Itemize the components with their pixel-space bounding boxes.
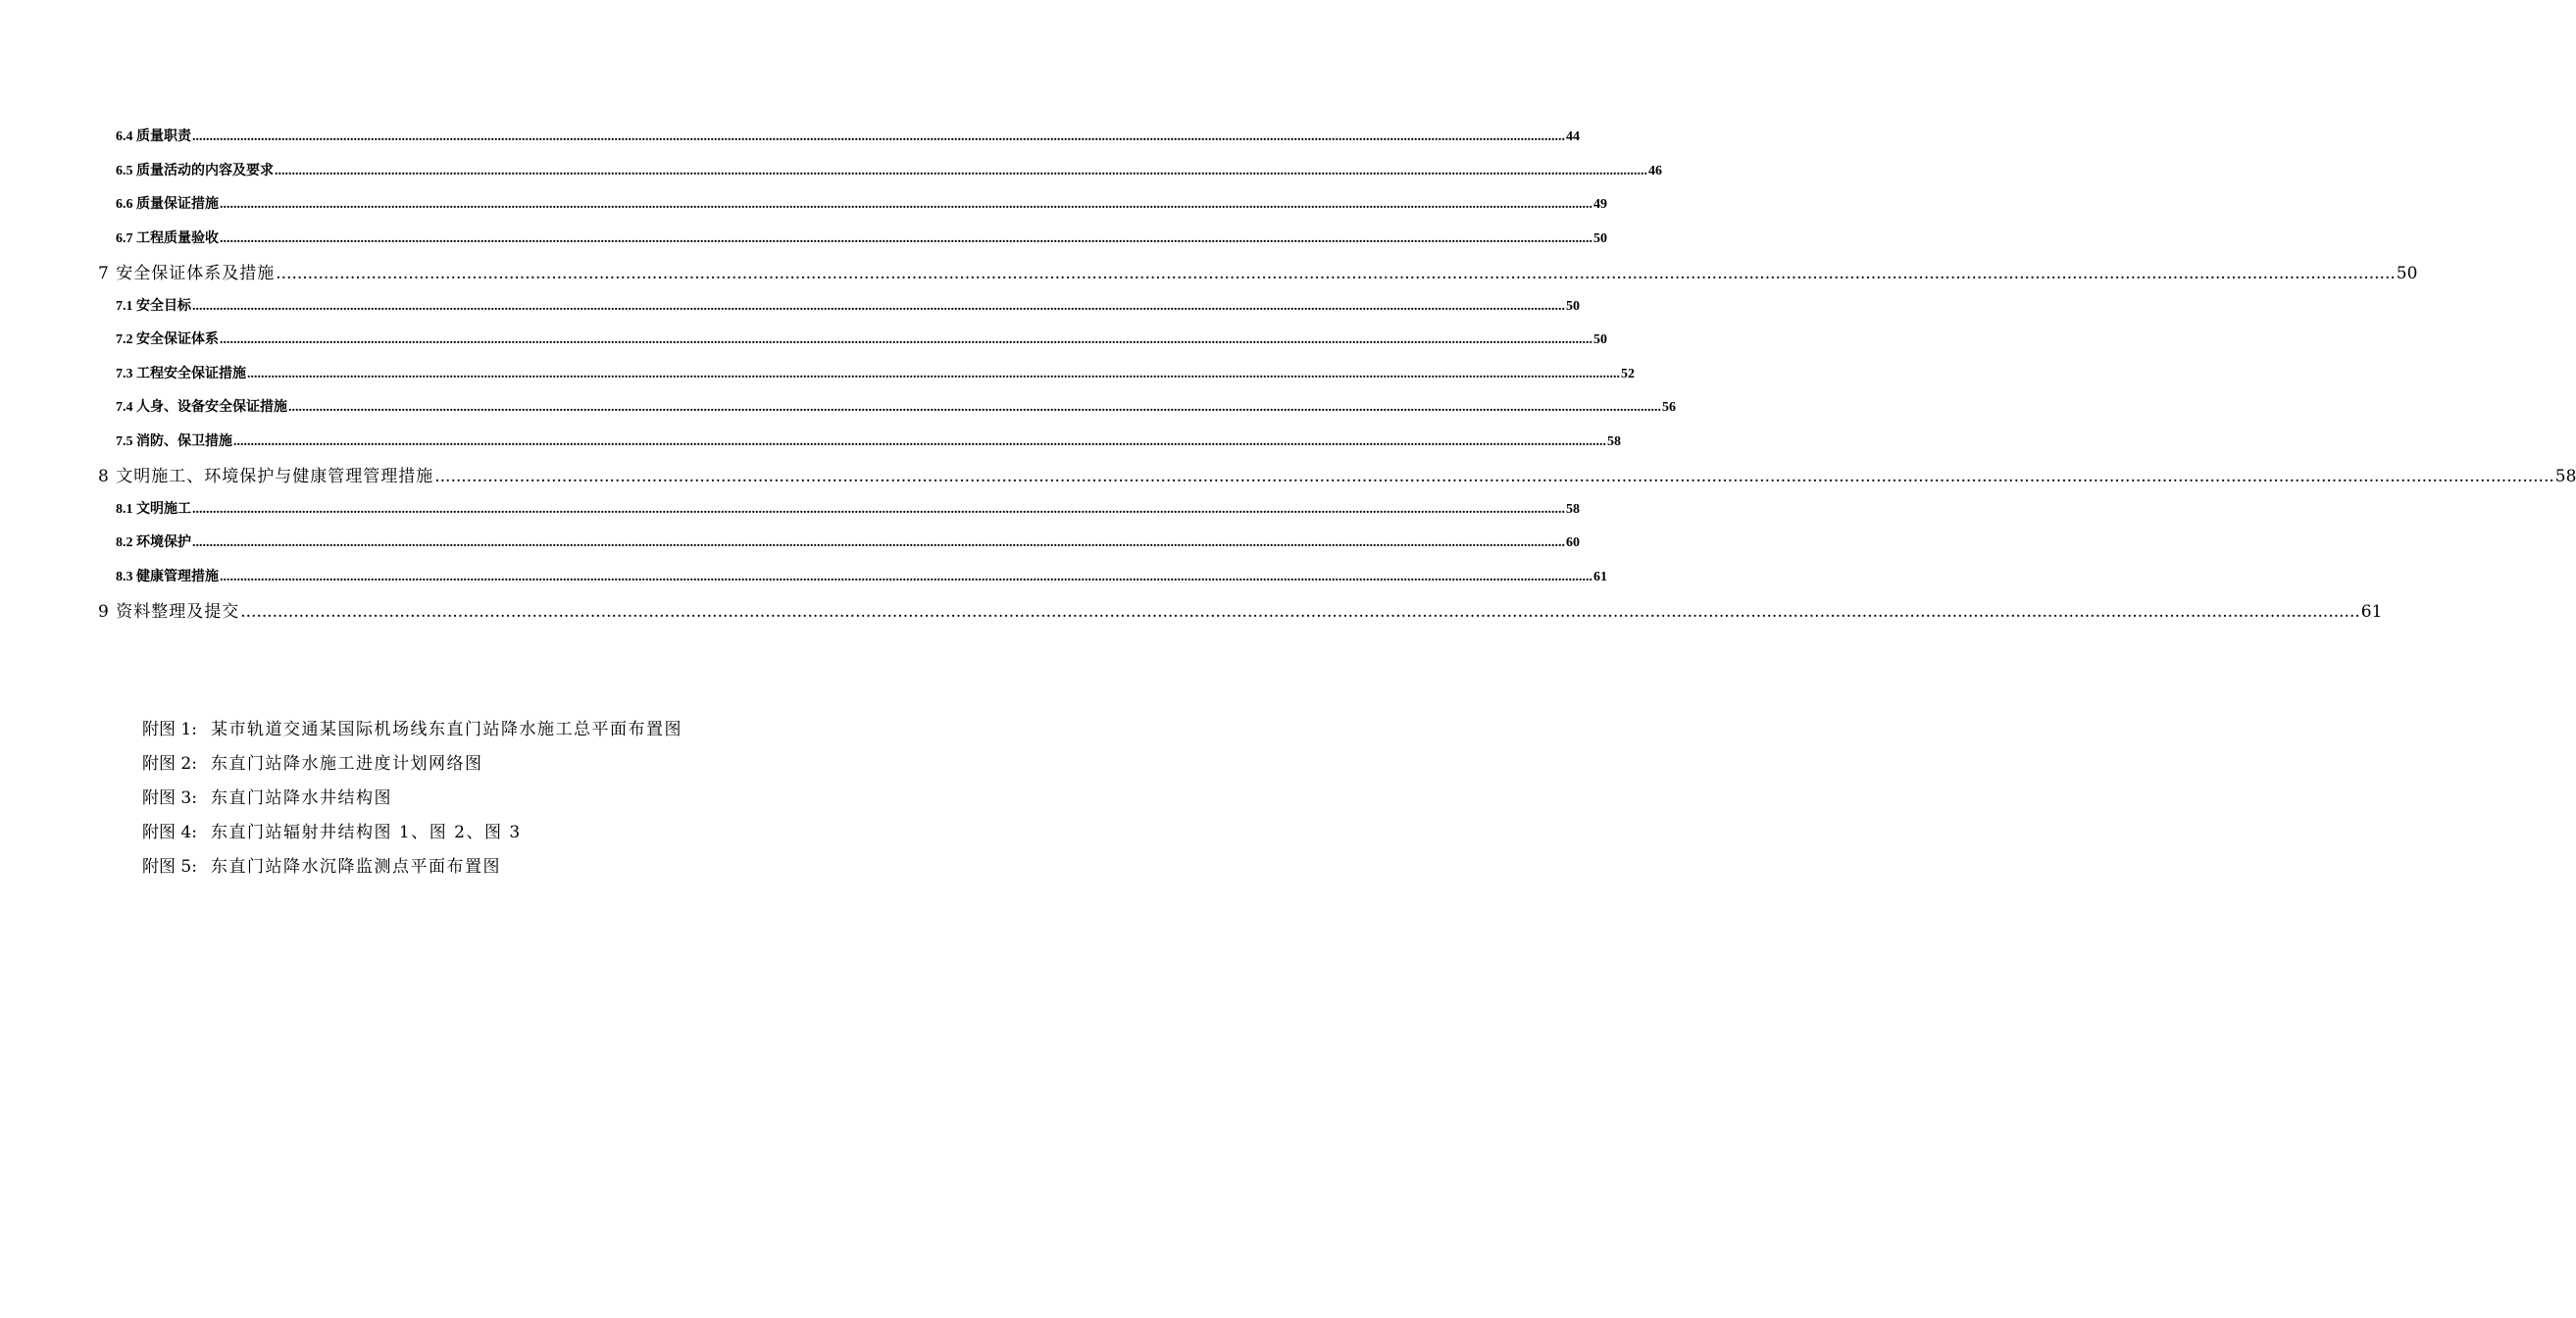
toc-entry-title: 6.4 质量职责 [116, 129, 191, 144]
toc-entry-title: 6.5 质量活动的内容及要求 [116, 164, 274, 178]
toc-entry-title: 7.5 消防、保卫措施 [116, 434, 232, 449]
toc-leader-dots: ................................................................................................................................................................................................................................................................................................................................................................................................................ [220, 231, 1592, 246]
toc-entry[interactable] [116, 396, 1676, 416]
toc-leader-dots: ................................................................................................................................................................................................................................................................................................................................................................................................................ [276, 264, 2396, 283]
toc-entry-title: 8.1 文明施工 [116, 502, 191, 517]
toc-leader-dots: ................................................................................................................................................................................................................................................................................................................................................................................................................ [192, 535, 1565, 550]
toc-entry[interactable] [116, 126, 1580, 145]
toc-entry-page: 52 [1621, 367, 1635, 381]
attachment-title: 东直门站降水井结构图 [211, 788, 392, 808]
toc-entry[interactable] [116, 532, 1580, 551]
attachment-label: 附图 2: [142, 754, 197, 774]
toc-entry-title: 7.3 工程安全保证措施 [116, 367, 246, 381]
attachment-title: 某市轨道交通某国际机场线东直门站降水施工总平面布置图 [211, 720, 682, 739]
toc-entry-title: 8.3 健康管理措施 [116, 570, 219, 584]
toc-entry-page: 50 [1566, 299, 1580, 314]
toc-entry[interactable] [116, 160, 1662, 179]
toc-entry-title: 7 安全保证体系及措施 [98, 264, 276, 283]
attachment-label: 附图 3: [142, 788, 197, 808]
toc-leader-dots: ................................................................................................................................................................................................................................................................................................................................................................................................................ [288, 400, 1661, 415]
toc-entry-chapter[interactable] [98, 597, 2383, 622]
toc-entry-title: 7.4 人身、设备安全保证措施 [116, 400, 287, 415]
toc-entry-page: 58 [1607, 434, 1621, 449]
toc-entry[interactable] [116, 329, 1607, 348]
attachment-title: 东直门站辐射井结构图 1、图 2、图 3 [211, 823, 522, 842]
toc-entry-title: 8 文明施工、环境保护与健康管理管理措施 [98, 467, 434, 486]
toc-entry-page: 50 [1593, 332, 1607, 347]
toc-leader-dots: ................................................................................................................................................................................................................................................................................................................................................................................................................ [247, 367, 1620, 381]
toc-leader-dots: ................................................................................................................................................................................................................................................................................................................................................................................................................ [192, 299, 1565, 314]
toc-entry-page: 50 [1593, 231, 1607, 246]
toc-entry[interactable] [116, 566, 1607, 585]
toc-entry-title: 8.2 环境保护 [116, 535, 191, 550]
toc-entry-page: 44 [1566, 129, 1580, 144]
attachment-item [142, 784, 392, 808]
toc-entry-title: 9 资料整理及提交 [98, 602, 240, 622]
attachment-title: 东直门站降水沉降监测点平面布置图 [211, 857, 501, 877]
toc-entry-title: 7.1 安全目标 [116, 299, 191, 314]
toc-entry-page: 50 [2396, 264, 2418, 283]
toc-entry[interactable] [116, 498, 1580, 518]
toc-entry-page: 49 [1593, 197, 1607, 212]
toc-leader-dots: ................................................................................................................................................................................................................................................................................................................................................................................................................ [192, 502, 1565, 517]
toc-entry-title: 7.2 安全保证体系 [116, 332, 219, 347]
attachment-item [142, 818, 522, 842]
toc-leader-dots: ................................................................................................................................................................................................................................................................................................................................................................................................................ [192, 129, 1565, 144]
toc-leader-dots: ................................................................................................................................................................................................................................................................................................................................................................................................................ [220, 197, 1592, 212]
toc-entry-page: 61 [2360, 602, 2383, 622]
attachment-title: 东直门站降水施工进度计划网络图 [211, 754, 483, 774]
toc-entry-page: 58 [1566, 502, 1580, 517]
toc-leader-dots: ................................................................................................................................................................................................................................................................................................................................................................................................................ [434, 467, 2554, 486]
toc-entry[interactable] [116, 363, 1635, 382]
toc-leader-dots: ................................................................................................................................................................................................................................................................................................................................................................................................................ [240, 602, 2360, 622]
toc-entry-page: 56 [1662, 400, 1676, 415]
toc-leader-dots: ................................................................................................................................................................................................................................................................................................................................................................................................................ [233, 434, 1606, 449]
toc-leader-dots: ................................................................................................................................................................................................................................................................................................................................................................................................................ [275, 164, 1647, 178]
toc-entry[interactable] [116, 295, 1580, 315]
toc-entry[interactable] [116, 193, 1607, 213]
toc-entry-page: 46 [1648, 164, 1662, 178]
attachment-label: 附图 5: [142, 857, 197, 877]
toc-leader-dots: ................................................................................................................................................................................................................................................................................................................................................................................................................ [220, 570, 1592, 584]
toc-entry-chapter[interactable] [98, 259, 2418, 283]
toc-entry[interactable] [116, 228, 1607, 247]
attachment-item [142, 852, 501, 877]
toc-entry-title: 6.7 工程质量验收 [116, 231, 219, 246]
toc-entry-page: 60 [1566, 535, 1580, 550]
toc-entry-page: 61 [1593, 570, 1607, 584]
toc-entry-chapter[interactable] [98, 462, 2576, 486]
toc-entry[interactable] [116, 431, 1621, 450]
attachment-item [142, 715, 682, 739]
toc-entry-page: 58 [2554, 467, 2576, 486]
attachment-label: 附图 4: [142, 823, 197, 842]
attachment-item [142, 749, 483, 774]
attachment-label: 附图 1: [142, 720, 197, 739]
toc-leader-dots: ................................................................................................................................................................................................................................................................................................................................................................................................................ [220, 332, 1592, 347]
toc-entry-title: 6.6 质量保证措施 [116, 197, 219, 212]
